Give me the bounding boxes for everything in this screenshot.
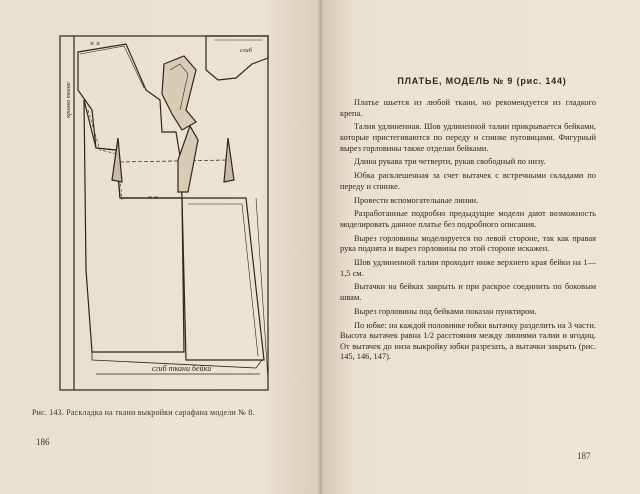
paragraph: Длина рукава три четверти, рукав свободный по низу.	[354, 157, 546, 167]
paragraph: Вырез горловины моделируется по левой стороне, так как правая рука поднята и вырез горловины по этой стороне искажен.	[340, 233, 596, 254]
paragraph: Разработанные подробно предыдущие модели дают возможность моделировать данное платье без подробного описания.	[340, 209, 596, 229]
paragraph: Провести вспомогательные линии.	[354, 195, 479, 205]
paragraph: Платье шьется из любой ткани, но рекомендуется из гладкого крепа.	[340, 98, 596, 118]
section-heading: ПЛАТЬЕ, МОДЕЛЬ № 9 (рис. 144)	[397, 76, 567, 86]
paragraph: Шов удлиненной талии проходит ниже верхнего края бейки на 1—1,5 см.	[340, 258, 596, 278]
fold-label: сгиб	[240, 47, 252, 54]
paragraph: По юбке: на каждой половинке юбки вытачку разделить на 3 части. Высота вытачек равна 1/2 расстояния между линиями талии и ягодиц. От вытачек до низа выкройку юбки разрезать, а вытачки закрыть (рис. 145, 146, 147).	[340, 320, 596, 362]
paragraph: Юбка расклешенная за счет вытачек с встречными складами по переду и спинке.	[340, 171, 596, 191]
selvedge-label: кромка ткани	[66, 82, 72, 118]
paragraph: Талия удлиненная. Шов удлиненной талии прикрывается бейками, которые пристегиваются по переду и спинке пуговицами. Фигурный вырез горловины также отделан бейками.	[340, 122, 596, 153]
paragraph: Вырез горловины под бейками показан пунктиром.	[354, 306, 537, 316]
page-number-right: 187	[577, 451, 591, 461]
figure-caption: Рис. 143. Раскладка на ткани выкройки сарафана модели № 8.	[32, 408, 255, 417]
svg-text:× ×: × ×	[148, 195, 159, 202]
page-number-left: 186	[36, 437, 50, 447]
svg-text:× ×: × ×	[90, 41, 101, 48]
body-text	[340, 98, 596, 366]
pattern-layout-figure	[56, 30, 274, 402]
bias-fold-label: сгиб ткани бейки	[152, 364, 212, 373]
paragraph: Вытачки на бейках закрыть и при раскрое соединить по боковым швам.	[340, 282, 596, 302]
